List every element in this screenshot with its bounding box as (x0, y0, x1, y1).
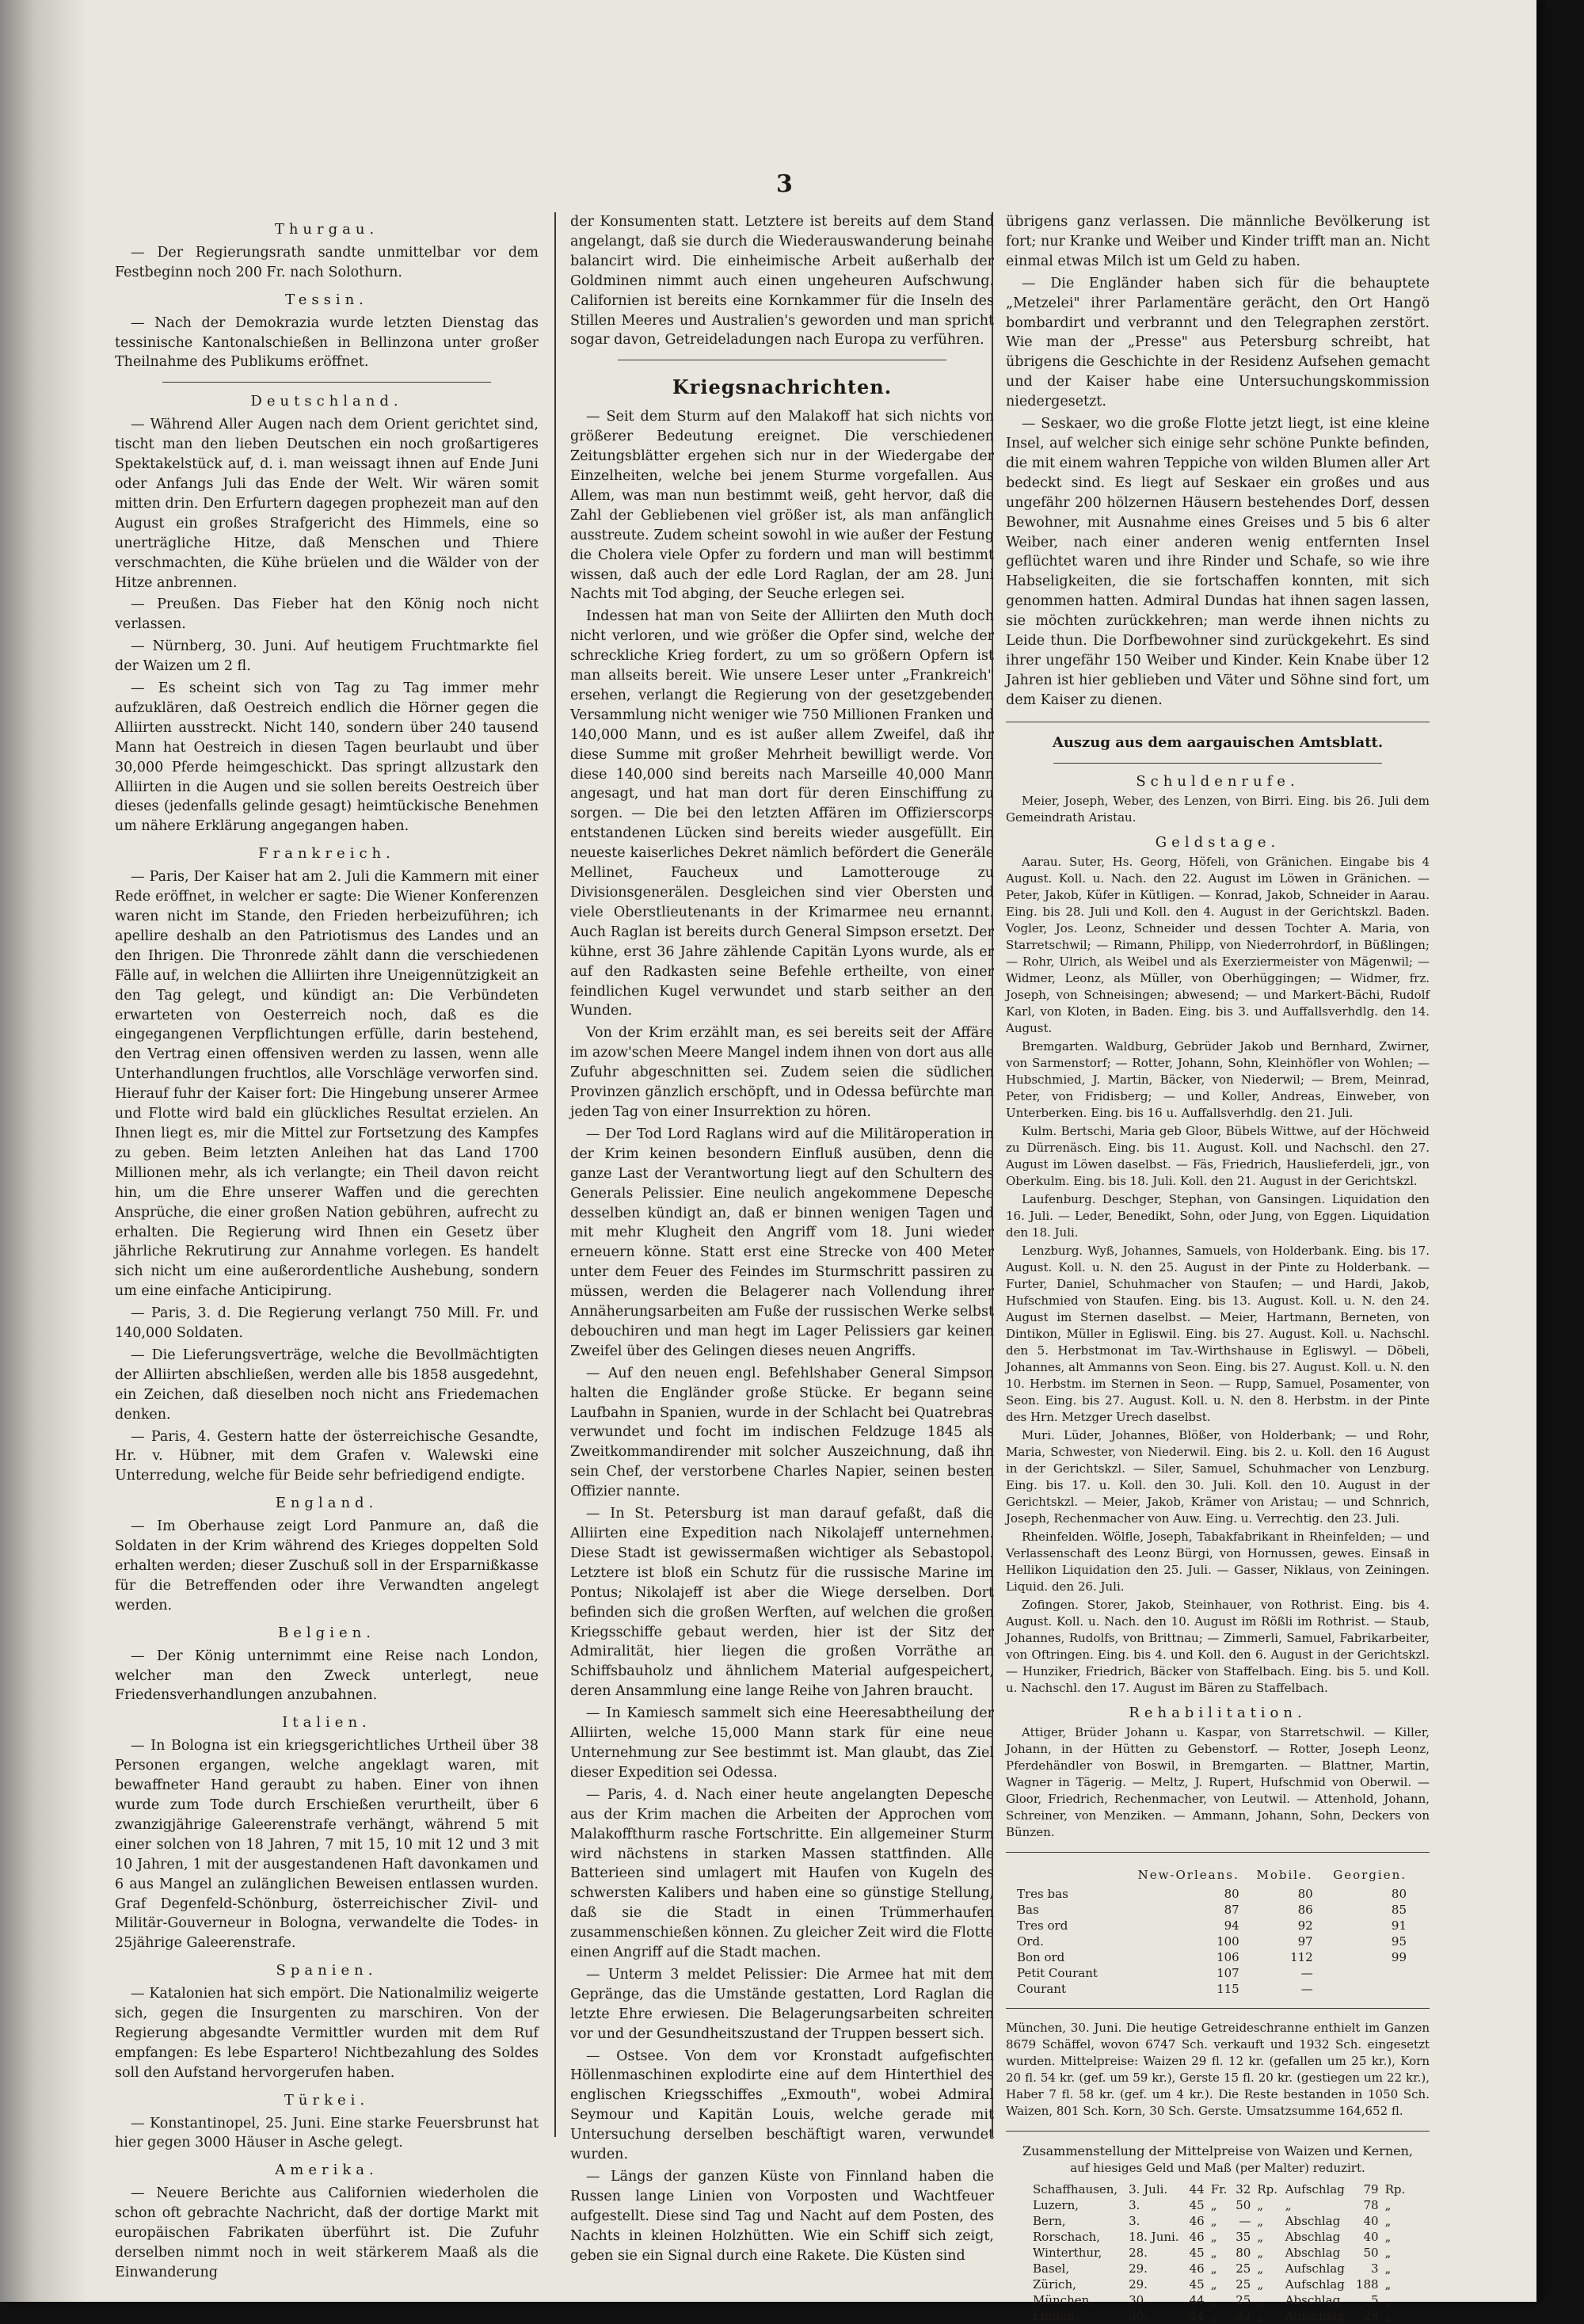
amtsblatt-body (1006, 773, 1430, 1841)
geldstage-list (1006, 854, 1430, 1697)
table-cell: — (1239, 2214, 1251, 2229)
article-paragraph: — Paris, Der Kaiser hat am 2. Juli die Kammern mit einer Rede eröffnet, in welcher er sagte: Die Wiener Konferenzen waren nicht im Stande, den Frieden herbeizuführen; ich apellire deshalb an den Patriotismus des Landes und an den Ihrigen. Die Thronrede zählt dann die verschiedenen Fälle auf, in welchen die Alliirten ihre Uneigennützigkeit an den Tag gelegt, und kündigt an: Die Verbündeten erwarteten von Oesterreich noch, daß es die eingegangenen Verpflichtungen erfülle, darin bestehend, den Vertrag einen offensiven werden zu lassen, wenn alle Unterhandlungen fruchtlos, alle Vorschläge verworfen sind. Hierauf fuhr der Kaiser fort: Die Hingebung unserer Armee und Flotte wird bald ein glückliches Resultat erzielen. An Ihnen liegt es, mir die Mittel zur Fortsetzung des Kampfes zu geben. Beim letzten Anleihen hat das Land 1700 Millionen mehr, als ich verlangte; ein Theil davon reicht hin, um die Ehre unserer Waffen und die gerechten Ansprüche, die einer großen Nation gebühren, aufrecht zu erhalten. Die Regierung wird Ihnen ein Gesetz über jährliche Rekrutirung zur Annahme vorlegen. Es handelt sich nicht um eine außerordentliche Aushebung, sondern um eine einfache Anticipirung. (115, 869, 539, 1300)
table-cell: 44 (1189, 2309, 1205, 2324)
table-cell: „ (1210, 2230, 1217, 2245)
table-cell: „ (1210, 2261, 1217, 2276)
table-row (1014, 1933, 1410, 1949)
article-paragraph: — Im Oberhause zeigt Lord Panmure an, daß die Soldaten in der Krim während des Krieges doppelten Sold erhalten werden; dieser Zuschuß soll in der Ersparnißkasse für die Betreffenden oder ihre Verwandten angelegt werden. (115, 1518, 539, 1613)
article-paragraph: — Es scheint sich von Tag zu Tag immer mehr aufzuklären, daß Oestreich endlich die Hörner gegen die Alliirten ausstreckt. Nicht 140, sondern über 240 tausend Mann hat Oestreich in diesen Tagen beurlaubt und über 30,000 Pferde heimgeschickt. Das springt allzustark den Alliirten in die Augen und sie sollen bereits Oestreich über dieses (jedenfalls gelinde gesagt) heimtückische Benehmen um nähere Erklärung angegangen haben. (115, 680, 539, 835)
article-paragraph: — Paris, 4. d. Nach einer heute angelangten Depesche aus der Krim machen die Arbeiten der Approchen vom Malakoffthurm rasche Fortschritte. Ein allgemeiner Sturm wird nächstens in starken Massen stattfinden. Alle Batterieen sind umlagert mit Haufen von Kugeln des schwersten Kalibers und haben eine so günstige Stellung, daß sie die Stadt in einen Trümmerhaufen zusammenschießen können. Zu gleicher Zeit wird die Flotte einen Angriff auf die Stadt machen. (570, 1786, 994, 1961)
table-cell: Aufschlag (1285, 2309, 1345, 2324)
table-cell: 95 (1391, 1934, 1407, 1949)
table-cell: Courant (1017, 1982, 1066, 1997)
table-cell: 99 (1391, 1950, 1407, 1965)
article-paragraph: — Auf den neuen engl. Befehlshaber General Simpson halten die Engländer große Stücke. Er begann seine Laufbahn in Spanien, wurde in der Schlacht bei Quatrebras verwundet und focht im indischen Feldzuge 1845 als Zweitkommandirender mit solcher Auszeichnung, daß ihn sein Chef, der verstorbene Charles Napier, seinen besten Offizier nannte. (570, 1365, 994, 1500)
column-header: Georgien. (1333, 1867, 1407, 1882)
table-cell: 3 (1371, 2261, 1379, 2276)
table-cell: 30. (1129, 2293, 1148, 2308)
table-cell: Bon ord (1017, 1950, 1065, 1965)
table-cell: 25 (1236, 2261, 1251, 2276)
divider (1006, 2008, 1430, 2009)
table-row (1030, 2276, 1410, 2292)
price-compilation-subtitle: auf hiesiges Geld und Maß (per Malter) reduzirt. (1070, 2161, 1365, 2176)
table-cell: 28. (1129, 2246, 1148, 2261)
table-cell: 35 (1236, 2230, 1251, 2245)
table-cell: Abschlag (1285, 2293, 1341, 2308)
article-paragraph: — In St. Petersburg ist man darauf gefaßt, daß die Alliirten eine Expedition nach Nikolajeff unternehmen. Diese Stadt ist gewissermaßen wichtiger als Sebastopol. Letztere ist bloß ein Schutz für die russische Marine im Pontus; Nikolajeff ist aber die Wiege derselben. Dort befinden sich die großen Werften, auf welchen die großen Kriegsschiffe gebaut werden, hier ist der Sitz der Admiralität, hier liegen die großen Vorräthe an Schiffsbauholz und ähnlichem Material aufgespeichert, deren Ansammlung eine lange Reihe von Jahren braucht. (570, 1506, 994, 1700)
table-cell: „ (1257, 2230, 1264, 2245)
section-heading: Tessin. (285, 291, 368, 308)
table-cell: Fr. (1210, 2182, 1228, 2197)
table-cell: „ (1210, 2198, 1217, 2213)
table-cell: 32 (1236, 2182, 1251, 2197)
table-cell: „ (1210, 2293, 1217, 2308)
table-cell: 44 (1189, 2293, 1205, 2308)
article-paragraph: — In Bologna ist ein kriegsgerichtliches Urtheil über 38 Personen ergangen, welche angeklagt waren, mit bewaffneter Hand geraubt zu haben. Einer von ihnen wurde zum Tode durch Erschießen verurtheilt, über 6 zwanzigjährige Galeerenstrafe verhängt, während 5 mit einer solchen von 18 Jahren, 7 mit 15, 10 mit 12 und 3 mit 10 Jahren, 1 mit der ausgestandenen Haft davonkamen und 6 aus Mangel an zulänglichen Beweisen entlassen wurden. Graf Degenfeld-Schönburg, österreichischer Zivil- und Militär-Gouverneur in Bologna, verwandelte die Todes- in 25jährige Galeerenstrafe. (115, 1738, 539, 1952)
table-cell: 86 (1297, 1903, 1313, 1918)
table-row (1030, 2213, 1410, 2229)
table-row (1014, 1886, 1410, 1902)
table-cell: Tres ord (1017, 1918, 1068, 1933)
table-cell: „ (1257, 2293, 1264, 2308)
table-cell: 44 (1189, 2182, 1205, 2197)
table-cell: „ (1257, 2214, 1264, 2229)
table-cell: 25 (1236, 2277, 1251, 2292)
table-row (1030, 2197, 1410, 2213)
table-cell: 50 (1363, 2246, 1379, 2261)
column-header: Mobile. (1256, 1867, 1313, 1882)
table-row (1014, 1918, 1410, 1933)
article-paragraph: — Der Regierungsrath sandte unmittelbar vor dem Festbeginn noch 200 Fr. nach Solothurn. (115, 244, 539, 280)
geldstage-entry: Lenzburg. Wyß, Johannes, Samuels, von Holderbank. Eing. bis 17. August. Koll. u. N. den 25. August in der Pinte zu Holderbank. — Furter, Daniel, Schuhmacher von Staufen; — und Hardi, Jakob, Hufschmied von Staufen. Eing. bis 13. August. Koll. u. N. den 24. August im Sternen daselbst. — Meier, Hartmann, Berneten, von Dintikon, Müller in Egliswil. Eing. bis 27. August. Koll. u. Nachschl. den 5. Herbstmonat im Tav.-Wirthshause in Egliswyl. — Döbeli, Johannes, alt Ammanns von Seon. Eing. bis 27. August. Koll. u. N. den 10. Herbstm. im Sternen in Seon. — Rupp, Samuel, Posamenter, von Seon. Eing. bis 27. August. Koll. u. N. den 8. Herbstm. in der Pinte des Hrn. Metzger Urech daselbst. (1006, 1243, 1430, 1424)
section-heading: Türkei. (284, 2091, 370, 2109)
geldstage-entry: Rheinfelden. Wölfle, Joseph, Tabakfabrikant in Rheinfelden; — und Verlassenschaft des Leonz Bürgi, von Hornussen, gewes. Einsaß in Hellikon Liquidation den 25. Juli. — Gasser, Niklaus, von Zeiningen. Liquid. den 26. Juli. (1006, 1529, 1430, 1594)
column-intro: der Konsumenten statt. Letztere ist bereits auf dem Stand angelangt, daß sie durch die Wiederauswanderung beinahe balancirt wird. Die einheimische Arbeit außerhalb der Goldminen nimmt auch einen ungeheuren Aufschwung. Californien ist bereits eine Kornkammer für die Inseln des Stillen Meeres und Australien's geworden und man spricht sogar davon, Getreideladungen nach Europa zu verführen. (570, 214, 994, 349)
table-cell: „ (1384, 2246, 1392, 2261)
geldstage-entry: Kulm. Bertschi, Maria geb Gloor, Bübels Wittwe, auf der Höchweid zu Dürrenäsch. Eing. bis 11. August. Koll. und Nachschl. den 27. August im Löwen daselbst. — Fäs, Friedrich, Hauslieferdeli, jgr., von Oberkulm. Eing. bis 18. Juli. Koll. den 21. August in der Gerichtskzl. (1006, 1123, 1430, 1188)
column-rule (554, 212, 556, 2137)
table-cell: Rorschach, (1033, 2230, 1101, 2245)
article-paragraph: — Der König unternimmt eine Reise nach London, welcher man den Zweck unterlegt, neue Friedensverhandlungen anzubahnen. (115, 1648, 539, 1704)
table-cell (1316, 1981, 1410, 1997)
table-cell: 80 (1297, 1887, 1313, 1902)
table-cell: 45 (1189, 2198, 1205, 2213)
table-cell: 46 (1189, 2261, 1205, 2276)
table-cell: „ (1384, 2261, 1392, 2276)
table-cell: Abschlag (1285, 2214, 1341, 2229)
table-cell: 87 (1224, 1903, 1239, 1918)
section-title: Kriegsnachrichten. (672, 375, 893, 399)
table-row (1014, 1949, 1410, 1965)
divider (1006, 2131, 1430, 2132)
munich-report: München, 30. Juni. Die heutige Getreideschranne enthielt im Ganzen 8679 Schäffel, wovon 6747 Sch. verkauft und 1932 Sch. eingesetzt wurden. Mittelpreise: Waizen 29 fl. 12 kr. (gefallen um 25 kr.), Korn 20 fl. 54 kr. (gef. um 59 kr.), Gerste 15 fl. 20 kr. (gestiegen um 22 kr.), Haber 7 fl. 58 kr. (gef. um 4 kr.). Die Reste bestanden in 1050 Sch. Waizen, 801 Sch. Korn, 30 Sch. Gerste. Umsatzsumme 164,652 fl. (1006, 2021, 1430, 2119)
section-heading: Italien. (282, 1714, 371, 1732)
article-paragraph: — Während Aller Augen nach dem Orient gerichtet sind, tischt man den lieben Deutschen ein noch großartigeres Spektakelstück auf, d. i. man weissagt ihnen auf Ende Juni oder Anfangs Juli das Ende der Welt. Wir wären somit mitten drin. Den Erfurtern dagegen prophezeit man auf den August ein großes Strafgericht des Himmels, eine so unerträgliche Hitze, daß Menschen und Thiere verschmachten, die Kühe brüelen und die Wälder von der Hitze anbrennen. (115, 417, 539, 591)
table-cell: 3. Juli. (1129, 2182, 1168, 2197)
article-paragraph: — Nach der Demokrazia wurde letzten Dienstag das tessinische Kantonalschießen in Bellinzona unter großer Theilnahme des Publikums eröffnet. (115, 314, 539, 371)
table-row (1014, 1902, 1410, 1918)
table-cell: Bas (1017, 1903, 1039, 1918)
table-cell: — (1300, 1966, 1313, 1981)
article-paragraph: — Konstantinopel, 25. Juni. Eine starke Feuersbrunst hat hier gegen 3000 Häuser in Asche gelegt. (115, 2115, 539, 2151)
article-paragraph: — Ostsee. Von dem vor Kronstadt aufgefischten Höllenmaschinen explodirte eine auf dem Hinterthiel des englischen Kriegsschiffes „Exmouth", wobei Admiral Seymour und Kapitän Louis, welche gerade mit Untersuchung derselben beschäftigt waren, verwundet wurden. (570, 2048, 994, 2163)
table-cell: 79 (1363, 2182, 1379, 2197)
table-cell: „ (1257, 2277, 1264, 2292)
table-cell: 30. (1129, 2309, 1148, 2324)
section-heading: England. (275, 1495, 379, 1512)
column-header (1014, 1864, 1116, 1887)
article-paragraph: — Längs der ganzen Küste von Finnland haben die Russen lange Linien von Vorposten und Wachtfeuer aufgestellt. Diese sind Tag und Nacht auf dem Posten, des Nachts in kleinen Holzhütten. Wie ein Schiff sich zeigt, geben sie ein Signal durch eine Rakete. Die Küsten sind (570, 2169, 994, 2264)
table-cell: 115 (1217, 1982, 1239, 1997)
rehab-heading: Rehabilitation. (1129, 1704, 1307, 1721)
article-paragraph: — Paris, 4. Gestern hatte der österreichische Gesandte, Hr. v. Hübner, mit dem Grafen v. Walewski eine Unterredung, welche für Beide sehr befriedigend endigte. (115, 1428, 539, 1484)
article-paragraph: — Seit dem Sturm auf den Malakoff hat sich nichts von größerer Bedeutung ereignet. Die verschiedenen Zeitungsblätter ergehen sich nur in der Wiedergabe der Einzelheiten, welche bei jenem Sturme vorgefallen. Aus Allem, was man nun bestimmt weiß, geht hervor, daß die Zahl der Gebliebenen viel größer ist, als man anfänglich ausstreute. Zudem scheint sowohl in wie außer der Festung die Cholera viele Opfer zu fordern und man will bestimmt wissen, daß auch der edle Lord Raglan, der am 28. Juni Nachts mit Tod abging, der Seuche erlegen sei. (570, 409, 994, 603)
table-cell: „ (1384, 2309, 1392, 2324)
table-row (1030, 2261, 1410, 2276)
table-cell: Aufschlag (1285, 2261, 1345, 2276)
divider (1053, 763, 1382, 764)
table-cell: „ (1384, 2277, 1392, 2292)
table-cell: 40 (1363, 2230, 1379, 2245)
table-cell: „ (1257, 2198, 1264, 2213)
table-cell: 50 (1236, 2198, 1251, 2213)
table-row (1030, 2229, 1410, 2245)
section-heading: Spanien. (276, 1962, 378, 1979)
table-cell: 112 (1290, 1950, 1313, 1965)
geldstage-entry: Muri. Lüder, Johannes, Blößer, von Holderbank; — und Rohr, Maria, Schwester, von Niederwil. Eing. bis 2. u. Koll. den 16 August in der Gerichtskzl. — Siler, Samuel, Schuhmacher von Lenzburg. Eing. bis 17. u. Koll. den 30. Juli. Koll. den 10. August in der Gerichtskzl. — Meier, Jakob, Krämer von Aristau; — und Schnrich, Joseph, Rechenmacher von Auw. Eing. u. Verrechtig. den 23. Juli. (1006, 1427, 1430, 1526)
table-cell: 40 (1363, 2214, 1379, 2229)
divider (162, 382, 491, 383)
table-cell: 29. (1129, 2277, 1148, 2292)
table-cell: 78 (1363, 2198, 1379, 2213)
table-header-row (1014, 1864, 1410, 1887)
table-cell: — (1300, 1982, 1313, 1997)
column-3-body (1006, 212, 1430, 711)
table-cell: Abschlag (1285, 2230, 1341, 2245)
page-number: 3 (776, 170, 793, 198)
table-cell: Aufschlag (1285, 2277, 1345, 2292)
table-cell: „ (1384, 2198, 1392, 2213)
schuldenrufe-text: Meier, Joseph, Weber, des Lenzen, von Birri. Eing. bis 26. Juli dem Gemeindrath Aristau. (1006, 793, 1430, 825)
table-cell: 29 (1363, 2309, 1379, 2324)
article-paragraph: — Katalonien hat sich empört. Die Nationalmiliz weigerte sich, gegen die Insurgenten zu marschiren. Von der Regierung abgesandte Vermittler wurden mit dem Ruf empfangen: Es lebe Espartero! Nichtbezahlung des Soldes soll den Aufstand hervorgerufen haben. (115, 1986, 539, 2081)
article-paragraph: — Die Engländer haben sich für die behauptete „Metzelei" ihrer Parlamentäre gerächt, den Ort Hangö bombardirt und verbrannt und den Telegraphen zerstört. Wie man der „Presse" aus Petersburg schreibt, hat übrigens die Geschichte in der Residenz Aufsehen gemacht und der Kaiser habe eine Untersuchungskommission niedergesetzt. (1006, 275, 1430, 410)
table-cell: 94 (1224, 1918, 1239, 1933)
table-cell: Bern, (1033, 2214, 1066, 2229)
article-paragraph: — Nürnberg, 30. Juni. Auf heutigem Fruchtmarkte fiel der Waizen um 2 fl. (115, 638, 539, 675)
table-cell: 46 (1189, 2214, 1205, 2229)
table-cell: Rp. (1257, 2182, 1277, 2197)
table-cell: „ (1384, 2214, 1392, 2229)
table-row (1030, 2245, 1410, 2261)
table-cell: Zürich, (1033, 2277, 1076, 2292)
table-cell: Abschlag (1285, 2246, 1341, 2261)
schuldenrufe-heading: Schuldenrufe. (1136, 772, 1300, 790)
geldstage-entry: Zofingen. Storer, Jakob, Steinhauer, von Rothrist. Eing. bis 4. August. Koll. u. Nach. den 10. August im Rößli im Rothrist. — Staub, Johannes, Rudolfs, von Brittnau; — Zimmerli, Samuel, Fabrikarbeiter, von Oftringen. Eing. bis 4. und Koll. den 6. August in der Gerichtskzl. — Hunziker, Friedrich, Bäcker von Staffelbach. Eing. bis 5. und Koll. u. Nachschl. den 17. August im Bären zu Staffelbach. (1006, 1597, 1430, 1695)
table-cell: 45 (1189, 2277, 1205, 2292)
table-cell: Lindau, (1033, 2309, 1079, 2324)
table-cell: Basel, (1033, 2261, 1070, 2276)
article-paragraph: — Paris, 3. d. Die Regierung verlangt 750 Mill. Fr. und 140,000 Soldaten. (115, 1305, 539, 1342)
table-cell: 3. (1129, 2214, 1140, 2229)
section-heading: Deutschland. (250, 393, 403, 410)
table-cell: 5 (1371, 2293, 1379, 2308)
table-cell: 91 (1391, 1918, 1407, 1933)
table-cell: „ (1257, 2246, 1264, 2261)
table-cell: „ (1210, 2277, 1217, 2292)
table-cell: „ (1285, 2198, 1292, 2213)
table-cell: Rp. (1384, 2182, 1406, 2197)
table-cell: „ (1210, 2214, 1217, 2229)
divider (1006, 1852, 1430, 1853)
article-paragraph: übrigens ganz verlassen. Die männliche Bevölkerung ist fort; nur Kranke und Weiber und Kinder trifft man an. Nicht einmal etwas Milch ist um Geld zu haben. (1006, 214, 1430, 269)
table-cell: 107 (1217, 1966, 1239, 1981)
table-cell: München, (1033, 2293, 1094, 2308)
binding-shadow (0, 0, 87, 2302)
article-paragraph: — Der Tod Lord Raglans wird auf die Militäroperation in der Krim keinen besondern Einfluß ausüben, denn die ganze Last der Verantwortung liegt auf den Schultern des Generals Pelissier. Eine neulich angekommene Depesche desselben kündigt an, daß er binnen wenigen Tagen und mit mehr Klugheit den Angriff vom 18. Juni wieder erneuern könne. Statt erst eine Strecke von 400 Meter unter dem Feuer des Feindes im Sturmschritt passiren zu müssen, werden die Belagerer nach Vollendung ihrer Annäherungsarbeiten am Fuße der russischen Werke selbst debouchiren und man hegt im Lager Pelissiers gar keinen Zweifel über des Gelingen dieses neuen Angriffs. (570, 1126, 994, 1359)
table-cell: 18. Juni. (1129, 2230, 1179, 2245)
table-cell: Tres bas (1017, 1887, 1068, 1902)
price-compilation-title: Zusammenstellung der Mittelpreise von Waizen und Kernen, (1022, 2143, 1413, 2159)
table-cell: 85 (1391, 1903, 1407, 1918)
table-cell: Ord. (1017, 1934, 1044, 1949)
article-paragraph: — Seskaer, wo die große Flotte jetzt liegt, ist eine kleine Insel, auf welcher sich einige sehr schöne Punkte befinden, die mit einem wahren Teppiche von wilden Blumen aller Art bedeckt sind. Es liegt auf Seskaer ein großes und aus ungefähr 200 hölzernen Häusern bestehendes Dorf, dessen Bewohner, mit Ausnahme eines Greises und 5 bis 6 alter Weiber, nach einer anderen wenig entfernten Insel geflüchtet waren und ihre Rinder und Schafe, so wie ihre Habseligkeiten, die sie fortschaffen konnten, mit sich genommen hatten. Admiral Dundas hat ihnen sagen lassen, sie möchten zurückkehren; man werde ihnen nichts zu Leide thun. Die Dorfbewohner sind zurückgekehrt. Es sind ihrer ungefähr 150 Weiber und Kinder. Kein Knabe über 12 Jahren ist hier geblieben und Väter und Söhne sind fort, um dem Kaiser zu dienen. (1006, 416, 1430, 708)
table-row (1030, 2308, 1410, 2324)
section-heading: Thurgau. (274, 221, 379, 238)
table-cell: 92 (1297, 1918, 1313, 1933)
table-cell: 25 (1236, 2293, 1251, 2308)
column-header: New-Orleans. (1137, 1867, 1239, 1882)
table-cell: 80 (1391, 1887, 1407, 1902)
table-cell: 29. (1129, 2261, 1148, 2276)
war-news-body (570, 407, 994, 2265)
article-paragraph: — Die Lieferungsverträge, welche die Bevollmächtigten der Alliirten abschließen, werden alle bis 1858 ausgedehnt, ein Zeichen, daß dieselben noch nicht ans Friedemachen denken. (115, 1347, 539, 1423)
table-cell: 80 (1224, 1887, 1239, 1902)
grain-price-table (1030, 2181, 1410, 2324)
geldstage-entry: Laufenburg. Deschger, Stephan, von Gansingen. Liquidation den 16. Juli. — Leder, Benedikt, Sohn, oder Jung, von Eggen. Liquidation den 18. Juli. (1006, 1191, 1430, 1240)
table-cell: 32 (1236, 2309, 1251, 2324)
table-cell: 188 (1355, 2277, 1379, 2292)
article-paragraph: — Unterm 3 meldet Pelissier: Die Armee hat mit dem Gepränge, das die Umstände gestatten, Lord Raglan die letzte Ehre erwiesen. Die Belagerungsarbeiten schreiten vor und der Gesundheitszustand der Truppen bessert sich. (570, 1966, 994, 2042)
table-cell: „ (1384, 2230, 1392, 2245)
table-cell: „ (1257, 2309, 1264, 2324)
table-row (1014, 1965, 1410, 1981)
geldstage-entry: Bremgarten. Waldburg, Gebrüder Jakob und Bernhard, Zwirner, von Sarmenstorf; — Rotter, Johann, Sohn, Kleinhöfler von Wohlen; — Hubschmied, J. Martin, Bäcker, von Niederwil; — Brem, Meinrad, Peter, von Fridisberg; — und Koller, Andreas, Einweber, von Unterberken. Eing. bis 16 u. Auffallsverhdlg. den 21. Juli. (1006, 1038, 1430, 1120)
article-paragraph: — Preußen. Das Fieber hat den König noch nicht verlassen. (115, 596, 539, 633)
article-paragraph: Indessen hat man von Seite der Alliirten den Muth doch nicht verloren, und wie größer die Opfer sind, welche der schreckliche Krieg fordert, zu um so größern Opfern ist man allseits bereit. Wie unsere Leser unter „Frankreich" ersehen, verlangt die Regierung von der gesetzgebenden Versammlung nicht weniger wie 750 Millionen Franken und 140,000 Mann, und es ist außer allem Zweifel, daß ihr diese Summe mit großer Mehrheit bewilligt werde. Von diese 140,000 sind bereits nach Marseille 40,000 Mann angesagt, und hat man dort für deren Einschiffung zu sorgen. — Die bei den letzten Affären im Offizierscorps entstandenen Lücken sind bereits wieder ausgefüllt. Ein neueste kaiserliches Dekret nämlich befördert die Generäle Mellinet, Faucheux und Lamotterouge zu Divisionsgenerälen. Desgleichen sind vier Obersten und viele Oberstlieutenants in der Krimarmee neu ernannt. Auch Raglan ist bereits durch General Simpson ersetzt. Der kühne, erst 36 Jahre zählende Capitän Lyons wurde, als er auf den Radkasten seine Befehle ertheilte, von einer feindlichen Kugel verwundet und starb seither an den Wunden. (570, 608, 994, 1019)
table-cell (1316, 1965, 1410, 1981)
table-cell: Petit Courant (1017, 1966, 1098, 1981)
table-cell: 106 (1217, 1950, 1239, 1965)
article-paragraph: — Neuere Berichte aus Californien wiederholen die schon oft gebrachte Nachricht, daß der dortige Markt mit europäischen Fabrikaten überführt ist. Die Zufuhr derselben nimmt noch in weit stärkerem Maaß als die Einwanderung (115, 2185, 539, 2280)
table-row (1014, 1981, 1410, 1997)
table-cell: „ (1210, 2246, 1217, 2261)
column-3 (1006, 212, 1430, 2324)
table-row (1030, 2181, 1410, 2197)
geldstage-entry: Aarau. Suter, Hs. Georg, Höfeli, von Gränichen. Eingabe bis 4 August. Koll. u. Nach. den 22. August im Löwen in Gränichen. — Peter, Jakob, Küfer in Kütligen. — Konrad, Jakob, Schneider in Aarau. Eing. bis 28. Juli und Koll. den 4. August in der Gerichtskzl. Baden. Vogler, Jos. Leonz, Schneider und dessen Tochter A. Maria, von Starretschwil; — Rimann, Philipp, von Niederrohrdorf, in Büßlingen; — Rohr, Ulrich, als Weibel und als Exerziermeister von Mägenwil; — Widmer, Leonz, als Müller, von Oberhüggingen; — Widmer, frz. Joseph, von Schneisingen; abwesend; — und Markert-Bächi, Rudolf Karl, von Kloten, in Baden. Eing. bis 3. und Auffallsverhdlg. den 14. August. (1006, 854, 1430, 1035)
section-heading: Frankreich. (258, 845, 395, 863)
table-cell: 80 (1236, 2246, 1251, 2261)
cotton-price-table (1014, 1864, 1410, 1998)
article-paragraph: Von der Krim erzählt man, es sei bereits seit der Affäre im azow'schen Meere Mangel indem ihnen von dort aus alle Zufuhr abgeschnitten sei. Zudem seien die südlichen Provinzen gänzlich erschöpft, und in Odessa befürchte man jeden Tag von einer Insurrektion zu hören. (570, 1025, 994, 1120)
table-cell: 46 (1189, 2230, 1205, 2245)
table-cell: Schaffhausen, (1033, 2182, 1118, 2197)
table-cell: „ (1257, 2261, 1264, 2276)
amtsblatt-title: Auszug aus dem aargauischen Amtsblatt. (1052, 733, 1384, 751)
table-cell: Aufschlag (1285, 2182, 1345, 2197)
table-cell: 3. (1129, 2198, 1140, 2213)
table-cell: 45 (1189, 2246, 1205, 2261)
table-cell: 100 (1217, 1934, 1239, 1949)
table-cell: Winterthur, (1033, 2246, 1102, 2261)
geldstage-heading: Geldstage. (1155, 833, 1281, 851)
table-cell: „ (1210, 2309, 1217, 2324)
table-row (1030, 2292, 1410, 2308)
section-heading: Belgien. (278, 1624, 375, 1641)
table-cell: 97 (1297, 1934, 1313, 1949)
table-cell: Luzern, (1033, 2198, 1079, 2213)
column-1 (115, 212, 539, 2280)
section-heading: Amerika. (275, 2162, 379, 2179)
column-2 (570, 212, 994, 2264)
article-paragraph: — In Kamiesch sammelt sich eine Heeresabtheilung der Alliirten, welche 15,000 Mann stark für eine neue Unternehmung zur See bestimmt ist. Man glaubt, das Ziel dieser Expedition sei Odessa. (570, 1705, 994, 1781)
table-cell: „ (1384, 2293, 1392, 2308)
rehab-text: Attiger, Brüder Johann u. Kaspar, von Starretschwil. — Killer, Johann, in der Hütten zu Gebenstorf. — Rotter, Joseph Leonz, Pferdehändler von Boswil, in Bremgarten. — Blattner, Martin, Wagner in Tägerig. — Meltz, J. Rupert, Hufschmid von Oberwil. — Gloor, Friedrich, Rechenmacher, von Leutwil. — Attenhold, Johann, Schreiner, von Menziken. — Ammann, Johann, Sohn, Deckers von Bünzen. (1006, 1724, 1430, 1839)
